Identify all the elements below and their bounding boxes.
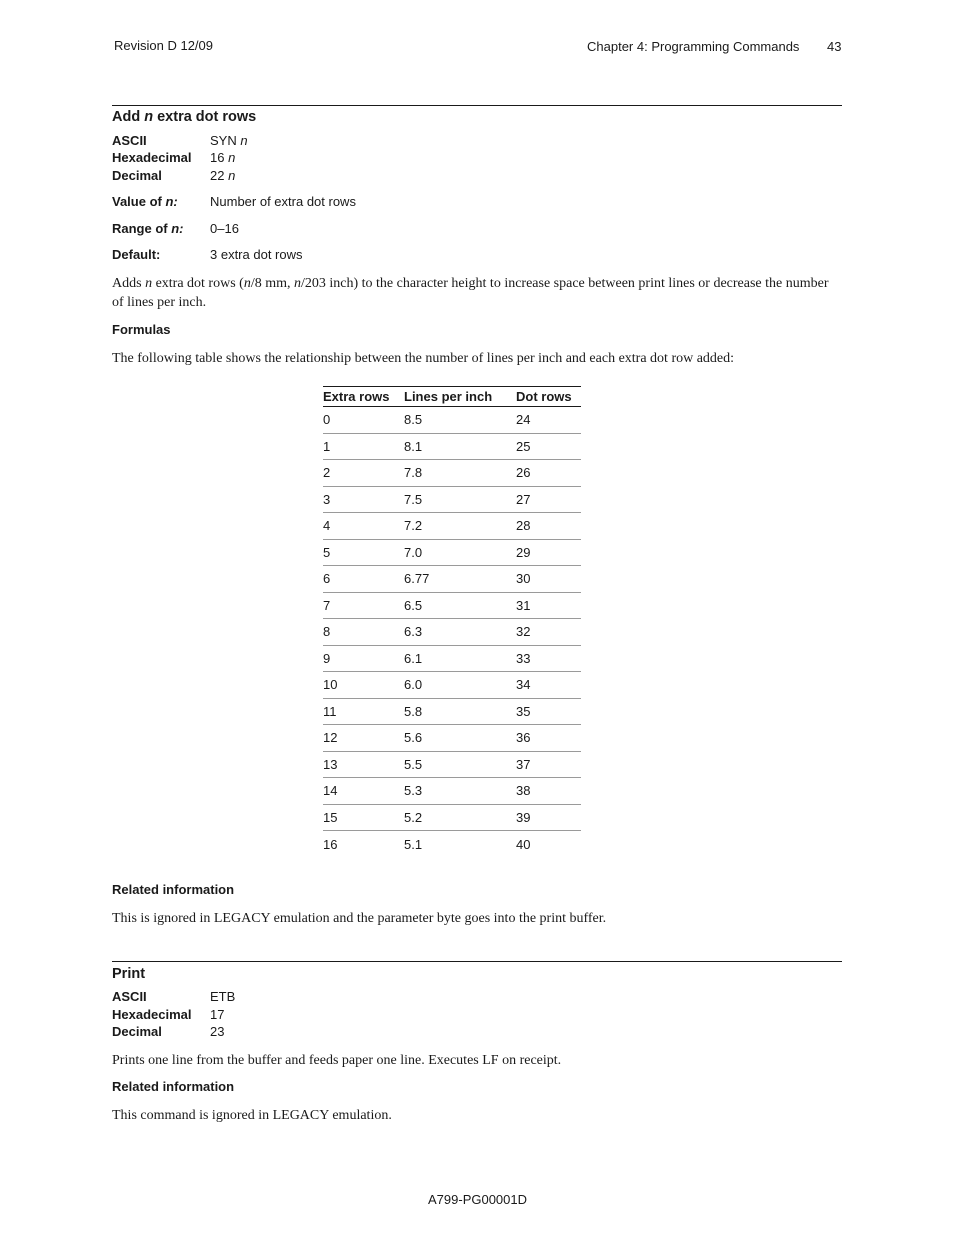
cell-dot-rows: 25 xyxy=(516,433,581,460)
cell-lines-per-inch: 6.3 xyxy=(404,619,516,646)
cell-dot-rows: 38 xyxy=(516,778,581,805)
cell-extra-rows: 9 xyxy=(323,645,404,672)
cell-dot-rows: 33 xyxy=(516,645,581,672)
section-title-print: Print xyxy=(112,966,146,982)
table-row xyxy=(323,778,581,805)
cell-lines-per-inch: 5.2 xyxy=(404,804,516,831)
cell-extra-rows: 6 xyxy=(323,566,404,593)
section-divider xyxy=(112,105,842,106)
decimal-label: Decimal xyxy=(112,1024,162,1039)
cell-dot-rows: 37 xyxy=(516,751,581,778)
cell-extra-rows: 11 xyxy=(323,698,404,725)
table-row xyxy=(323,433,581,460)
cell-lines-per-inch: 7.2 xyxy=(404,513,516,540)
table-row xyxy=(323,539,581,566)
cell-lines-per-inch: 6.0 xyxy=(404,672,516,699)
cell-lines-per-inch: 6.77 xyxy=(404,566,516,593)
cell-dot-rows: 32 xyxy=(516,619,581,646)
table-row xyxy=(323,645,581,672)
ascii-value: ETB xyxy=(210,989,236,1004)
label-text: Value of xyxy=(112,194,166,209)
related-info-text: This command is ignored in LEGACY emulation. xyxy=(112,1108,392,1123)
default-label: Default: xyxy=(112,247,161,262)
table-row xyxy=(323,725,581,752)
column-header-lines-per-inch: Lines per inch xyxy=(404,387,516,407)
desc-text: /203 inch) to the character height to increase space between print lines or decrease the number of lines per inch. xyxy=(112,276,829,310)
header-chapter: Chapter 4: Programming Commands xyxy=(587,39,800,54)
value-of-n-label xyxy=(112,194,178,209)
cell-dot-rows: 39 xyxy=(516,804,581,831)
cell-lines-per-inch: 5.6 xyxy=(404,725,516,752)
related-info-heading: Related information xyxy=(112,1079,235,1094)
related-info-text: This is ignored in LEGACY emulation and the parameter byte goes into the print buffer. xyxy=(112,911,607,926)
cell-lines-per-inch: 7.0 xyxy=(404,539,516,566)
cell-lines-per-inch: 5.8 xyxy=(404,698,516,725)
cell-extra-rows: 2 xyxy=(323,460,404,487)
cell-dot-rows: 34 xyxy=(516,672,581,699)
desc-text: extra dot rows ( xyxy=(152,276,244,291)
cell-dot-rows: 31 xyxy=(516,592,581,619)
cell-dot-rows: 26 xyxy=(516,460,581,487)
label-text: Range of xyxy=(112,221,172,236)
desc-text: Adds xyxy=(112,276,146,291)
title-text: extra dot rows xyxy=(153,109,257,125)
title-text: Add xyxy=(112,109,145,125)
header-page-number: 43 xyxy=(827,39,842,54)
cell-extra-rows: 10 xyxy=(323,672,404,699)
table-row xyxy=(323,698,581,725)
label-variable: n: xyxy=(171,221,184,236)
cell-lines-per-inch: 5.3 xyxy=(404,778,516,805)
ascii-label: ASCII xyxy=(112,989,147,1004)
cell-dot-rows: 30 xyxy=(516,566,581,593)
table-row xyxy=(323,460,581,487)
ascii-value xyxy=(210,133,248,148)
cell-lines-per-inch: 5.1 xyxy=(404,836,423,852)
table-row xyxy=(323,486,581,513)
cell-lines-per-inch: 5.5 xyxy=(404,751,516,778)
value-text: SYN xyxy=(210,133,241,148)
cell-extra-rows: 12 xyxy=(323,725,404,752)
cell-lines-per-inch: 7.8 xyxy=(404,460,516,487)
table-header-row xyxy=(323,387,581,407)
cell-dot-rows: 24 xyxy=(516,407,581,434)
ascii-label: ASCII xyxy=(112,133,147,148)
decimal-value: 23 xyxy=(210,1024,225,1039)
cell-dot-rows: 40 xyxy=(516,836,531,852)
cell-extra-rows: 13 xyxy=(323,751,404,778)
section-title-add-extra-dot-rows xyxy=(112,109,256,125)
table-row xyxy=(323,672,581,699)
table-row xyxy=(323,831,581,858)
cell-extra-rows: 15 xyxy=(323,804,404,831)
cell-lines-per-inch: 8.5 xyxy=(404,407,516,434)
cell-lines-per-inch: 6.5 xyxy=(404,592,516,619)
cell-extra-rows: 1 xyxy=(323,433,404,460)
desc-variable: n xyxy=(294,276,301,291)
range-of-n-label xyxy=(112,221,184,236)
decimal-value xyxy=(210,168,235,183)
value-variable: n xyxy=(228,150,236,165)
cell-dot-rows: 28 xyxy=(516,513,581,540)
range-of-n-value: 0–16 xyxy=(210,221,239,236)
desc-variable: n xyxy=(145,276,153,291)
cell-extra-rows: 5 xyxy=(323,539,404,566)
cell-lines-per-inch: 7.5 xyxy=(404,486,516,513)
table-body xyxy=(323,407,581,858)
hexadecimal-value xyxy=(210,150,235,165)
section-description: Prints one line from the buffer and feeds paper one line. Executes LF on receipt. xyxy=(112,1053,562,1068)
table-row xyxy=(323,566,581,593)
value-variable: n xyxy=(228,168,236,183)
hexadecimal-label: Hexadecimal xyxy=(112,150,192,165)
table-row xyxy=(323,592,581,619)
value-text: 16 xyxy=(210,150,229,165)
cell-dot-rows: 29 xyxy=(516,539,581,566)
cell-dot-rows: 27 xyxy=(516,486,581,513)
cell-extra-rows: 16 xyxy=(323,836,338,852)
table-row xyxy=(323,407,581,434)
cell-lines-per-inch: 8.1 xyxy=(404,433,516,460)
decimal-label: Decimal xyxy=(112,168,162,183)
desc-text: /8 mm, xyxy=(250,276,294,291)
cell-extra-rows: 4 xyxy=(323,513,404,540)
footer-doc-id: A799-PG00001D xyxy=(428,1192,528,1207)
column-header-extra-rows: Extra rows xyxy=(323,387,404,407)
title-variable: n xyxy=(144,109,154,125)
label-variable: n: xyxy=(165,194,178,209)
cell-extra-rows: 3 xyxy=(323,486,404,513)
value-variable: n xyxy=(240,133,248,148)
value-of-n-value: Number of extra dot rows xyxy=(210,194,356,209)
value-text: 22 xyxy=(210,168,229,183)
section-divider xyxy=(112,961,842,962)
cell-extra-rows: 0 xyxy=(323,407,404,434)
formulas-heading: Formulas xyxy=(112,322,171,337)
table-row xyxy=(323,751,581,778)
lines-per-inch-table xyxy=(323,386,581,857)
table-row xyxy=(323,804,581,831)
desc-variable: n xyxy=(243,276,251,291)
cell-dot-rows: 36 xyxy=(516,725,581,752)
cell-extra-rows: 8 xyxy=(323,619,404,646)
hexadecimal-label: Hexadecimal xyxy=(112,1007,192,1022)
default-value: 3 extra dot rows xyxy=(210,247,303,262)
cell-extra-rows: 7 xyxy=(323,592,404,619)
hexadecimal-value: 17 xyxy=(210,1007,225,1022)
table-row xyxy=(323,513,581,540)
section-description xyxy=(112,274,832,312)
cell-lines-per-inch: 6.1 xyxy=(404,645,516,672)
cell-dot-rows: 35 xyxy=(516,698,581,725)
cell-extra-rows: 14 xyxy=(323,778,404,805)
header-revision: Revision D 12/09 xyxy=(114,38,213,53)
column-header-dot-rows: Dot rows xyxy=(516,387,581,407)
formulas-text: The following table shows the relationship between the number of lines per inch and each extra dot row added: xyxy=(112,351,735,366)
table-row xyxy=(323,619,581,646)
related-info-heading: Related information xyxy=(112,882,235,897)
